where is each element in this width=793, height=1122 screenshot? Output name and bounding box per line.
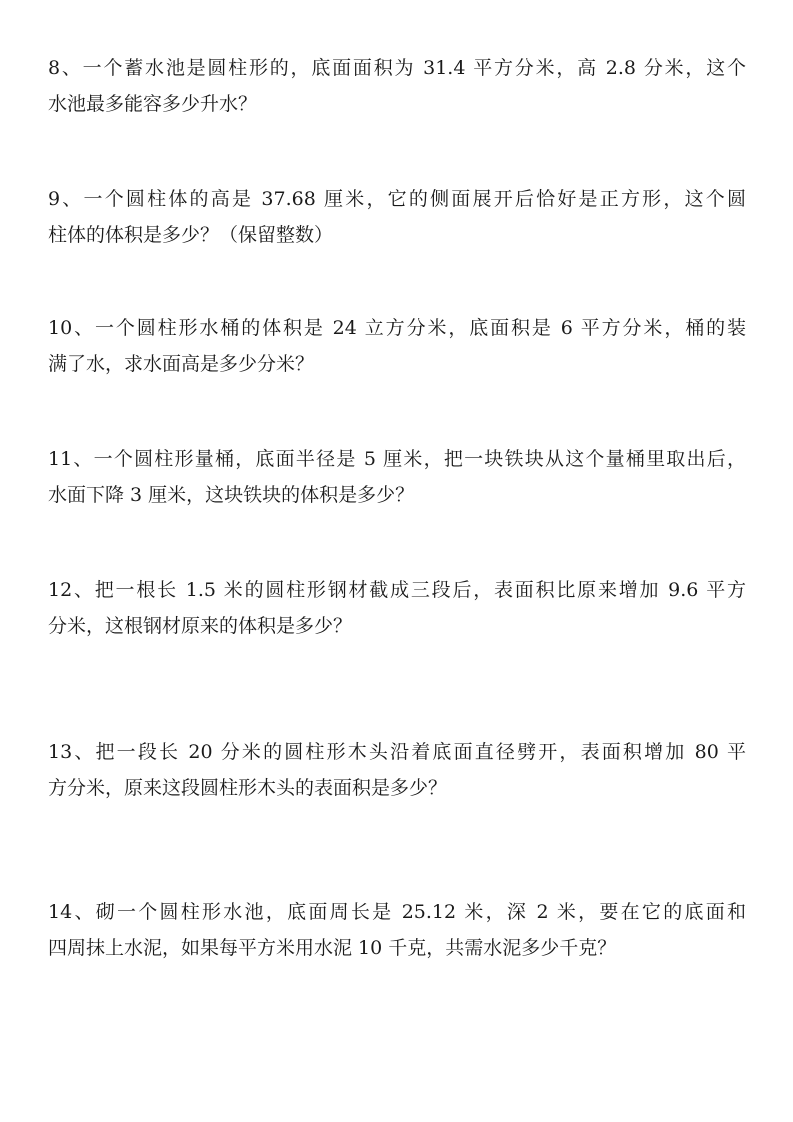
question-line: 14、砌一个圆柱形水池，底面周长是 25.12 米，深 2 米，要在它的底面和 [48, 901, 746, 923]
question-line: 分米，这根钢材原来的体积是多少？ [48, 615, 353, 637]
question-11 [48, 441, 746, 513]
question-14 [48, 894, 746, 966]
question-line: 8、一个蓄水池是圆柱形的，底面面积为 31.4 平方分米，高 2.8 分米，这个 [48, 57, 746, 79]
question-line: 方分米，原来这段圆柱形木头的表面积是多少？ [48, 777, 448, 799]
question-line: 水池最多能容多少升水？ [48, 93, 258, 115]
question-line: 12、把一根长 1.5 米的圆柱形钢材截成三段后，表面积比原来增加 9.6 平方 [48, 579, 746, 601]
question-line: 13、把一段长 20 分米的圆柱形木头沿着底面直径劈开，表面积增加 80 平 [48, 741, 746, 763]
question-12 [48, 572, 746, 644]
question-13 [48, 734, 746, 806]
question-line: 满了水，求水面高是多少分米？ [48, 353, 315, 375]
question-10 [48, 310, 746, 382]
question-line: 11、一个圆柱形量桶，底面半径是 5 厘米，把一块铁块从这个量桶里取出后， [48, 448, 746, 470]
question-line: 9、一个圆柱体的高是 37.68 厘米，它的侧面展开后恰好是正方形，这个圆 [48, 188, 746, 210]
question-line: 10、一个圆柱形水桶的体积是 24 立方分米，底面积是 6 平方分米，桶的装 [48, 317, 746, 339]
question-line: 四周抹上水泥，如果每平方米用水泥 10 千克，共需水泥多少千克？ [48, 937, 617, 959]
question-line: 柱体的体积是多少？（保留整数） [48, 224, 334, 246]
question-line: 水面下降 3 厘米，这块铁块的体积是多少？ [48, 484, 415, 506]
question-8 [48, 50, 746, 122]
question-9 [48, 181, 746, 253]
